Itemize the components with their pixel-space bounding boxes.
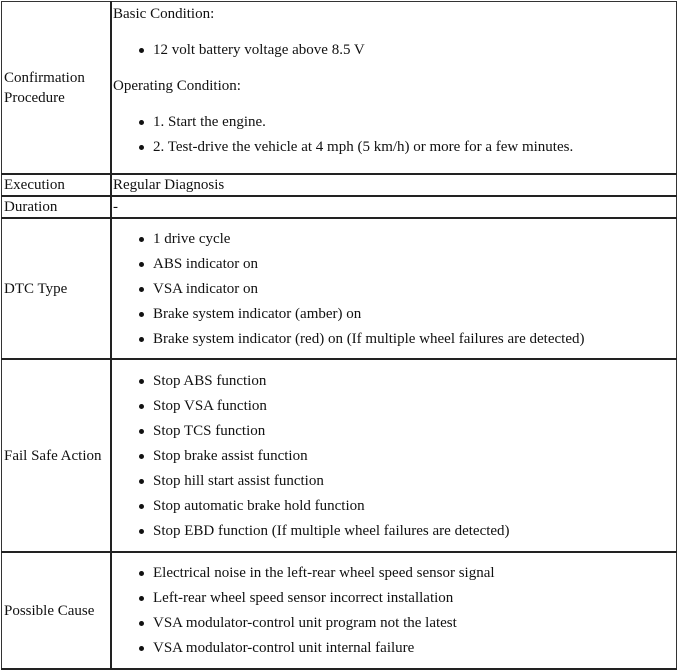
possible-cause-item: Left-rear wheel speed sensor incorrect installation	[139, 588, 676, 608]
fail-safe-item: Stop EBD function (If multiple wheel failures are detected)	[139, 521, 676, 541]
diagnostic-table	[1, 1, 677, 670]
row-possible-cause	[2, 552, 677, 669]
label-possible-cause: Possible Cause	[2, 552, 112, 669]
fail-safe-item: Stop brake assist function	[139, 446, 676, 466]
fail-safe-item: Stop TCS function	[139, 421, 676, 441]
label-dtc-type: DTC Type	[2, 218, 112, 359]
value-duration: -	[111, 196, 677, 218]
fail-safe-item: Stop hill start assist function	[139, 471, 676, 491]
cell-confirmation-procedure	[111, 2, 677, 175]
cell-fail-safe-action	[111, 359, 677, 552]
possible-cause-list	[113, 563, 676, 658]
possible-cause-item: Electrical noise in the left-rear wheel speed sensor signal	[139, 563, 676, 583]
label-confirmation-procedure: Confirmation Procedure	[2, 2, 112, 175]
dtc-type-item: Brake system indicator (red) on (If multiple wheel failures are detected)	[139, 329, 676, 349]
label-duration: Duration	[2, 196, 112, 218]
basic-condition-title: Basic Condition:	[113, 6, 215, 22]
label-execution: Execution	[2, 174, 112, 196]
row-fail-safe-action	[2, 359, 677, 552]
row-duration	[2, 196, 677, 218]
row-confirmation-procedure	[2, 2, 677, 175]
possible-cause-item: VSA modulator-control unit program not the latest	[139, 613, 676, 633]
dtc-type-item: Brake system indicator (amber) on	[139, 304, 676, 324]
row-dtc-type	[2, 218, 677, 359]
operating-condition-title: Operating Condition:	[113, 78, 241, 94]
fail-safe-item: Stop automatic brake hold function	[139, 496, 676, 516]
operating-condition-item: 1. Start the engine.	[139, 112, 676, 132]
cell-dtc-type	[111, 218, 677, 359]
label-fail-safe-action: Fail Safe Action	[2, 359, 112, 552]
value-execution: Regular Diagnosis	[111, 174, 677, 196]
fail-safe-item: Stop ABS function	[139, 371, 676, 391]
dtc-type-item: ABS indicator on	[139, 254, 676, 274]
basic-condition-item: 12 volt battery voltage above 8.5 V	[139, 40, 676, 60]
operating-condition-list	[113, 112, 676, 157]
basic-condition-list	[113, 40, 676, 60]
row-execution	[2, 174, 677, 196]
operating-condition-item: 2. Test-drive the vehicle at 4 mph (5 km/h) or more for a few minutes.	[139, 137, 676, 157]
cell-possible-cause	[111, 552, 677, 669]
dtc-type-item: VSA indicator on	[139, 279, 676, 299]
possible-cause-item: VSA modulator-control unit internal failure	[139, 638, 676, 658]
dtc-type-item: 1 drive cycle	[139, 229, 676, 249]
fail-safe-item: Stop VSA function	[139, 396, 676, 416]
dtc-type-list	[113, 229, 676, 349]
fail-safe-list	[113, 371, 676, 541]
